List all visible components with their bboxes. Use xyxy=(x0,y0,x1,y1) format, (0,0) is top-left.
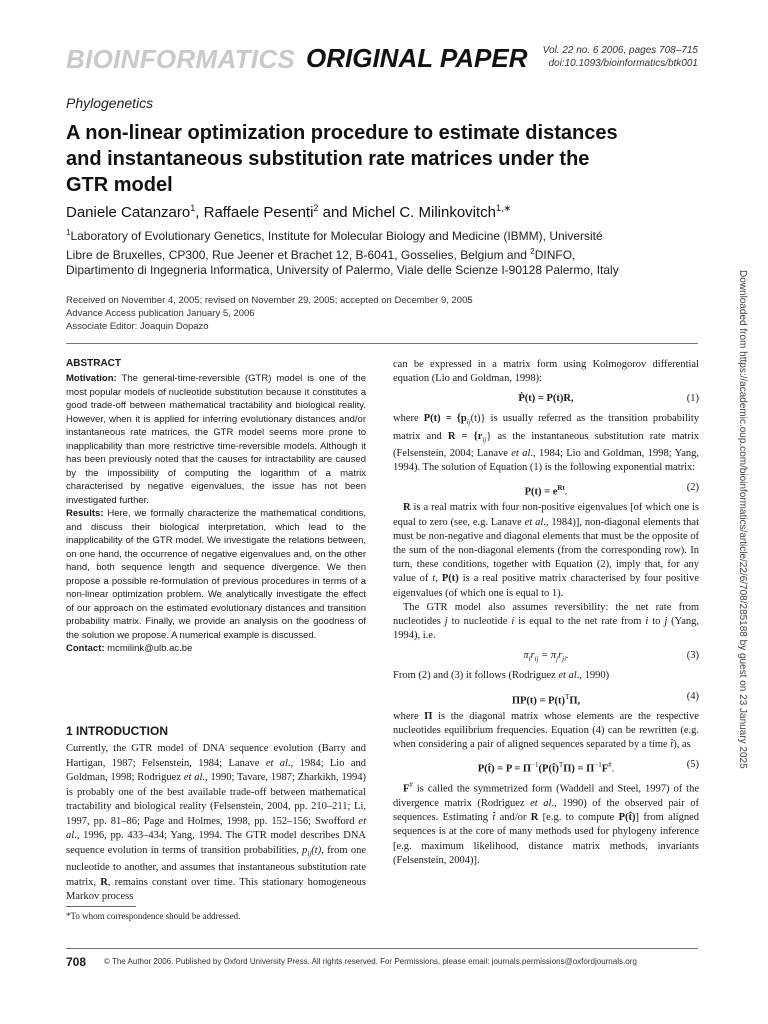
author-sep: and xyxy=(318,204,352,221)
header-divider xyxy=(66,343,698,344)
intro-run: Currently, the GTR model of DNA sequence evolution (Barry and Hartigan, 1987; Felsenstein, 1984; Lanave xyxy=(66,743,366,769)
section-label: Phylogenetics xyxy=(66,95,154,111)
math-p: p xyxy=(302,844,308,856)
results-label: Results: xyxy=(66,508,104,519)
math: Π xyxy=(424,710,433,722)
run: The GTR model also assumes reversibility: the net rate from nucleotides xyxy=(393,601,699,628)
run: is called the symmetrized form (Waddell and Steel, 1997) of the divergence matrix (Rodriguez xyxy=(393,783,699,809)
eq-sup: # xyxy=(608,761,612,770)
math-R: R xyxy=(530,812,539,824)
et-al: et al xyxy=(183,772,203,783)
run: From (2) and (3) it follows (Rodriguez xyxy=(393,670,559,682)
run: is a real matrix with four non-positive eigenvalues [of which one is equal to zero (see, e.g. Lanave xyxy=(393,502,699,528)
run: where xyxy=(393,710,425,722)
associate-editor: Associate Editor: Joaquin Dopazo xyxy=(66,321,209,332)
author-3: Michel C. Milinkovitch xyxy=(351,204,497,221)
eq-text: = π xyxy=(538,650,557,662)
equation-number: (3) xyxy=(686,650,699,662)
advance-access: Advance Access publication January 5, 2006 xyxy=(66,308,255,319)
equation-body xyxy=(393,649,699,666)
abstract-heading: ABSTRACT xyxy=(66,358,121,369)
intro-text xyxy=(66,742,366,905)
contact-label: Contact: xyxy=(66,643,105,654)
math-sub: ij xyxy=(307,849,312,858)
run: , xyxy=(435,573,442,585)
eq-text: Ṗ(t) = P(t)R, xyxy=(518,393,574,405)
run: to nucleotide xyxy=(447,616,512,628)
paragraph xyxy=(393,778,699,868)
footnote-rule xyxy=(66,906,136,907)
abstract-motivation xyxy=(66,372,366,507)
math-t: t̂ xyxy=(670,739,674,751)
equation-body xyxy=(393,392,699,406)
run: is equal to the net rate from xyxy=(514,616,646,628)
intro-run: ., 1984; Lio and Goldman, 1998; Rodriguez xyxy=(66,757,366,783)
author-sep: , xyxy=(195,204,204,221)
et-al: et al xyxy=(530,797,552,809)
math: P(t) xyxy=(441,573,459,585)
doi-line: doi:10.1093/bioinformatics/btk001 xyxy=(548,58,698,69)
motivation-text: The general-time-reversible (GTR) model is one of the most popular models of nucleotide substitution because it constitutes a good trade-off between mathematical tractability and biological reality. However, when it is applied for inferring evolutionary distances and/or instantaneous rate matrices, the GTR model seems more prone to inapplicability than more restrictive time-reversible models. Although it has been previously noted that the causes for intractability are caused by the impossibility of computing the logarithm of a matrix characterised by negative eigenvalues, the issue has not been investigated further. xyxy=(66,373,366,506)
eq-text: r xyxy=(558,650,563,662)
eq-text: ΠP(t) = P(t) xyxy=(511,695,566,707)
math-t: (t) xyxy=(311,844,322,856)
author-list xyxy=(66,203,511,221)
equation-body xyxy=(393,690,699,709)
affiliations xyxy=(66,225,626,278)
received-dates: Received on November 4, 2005; revised on November 29, 2005; accepted on December 9, 2005 xyxy=(66,295,473,306)
intro-run: , from one nucleotide to another, and assumes that instantaneous substitution rate matrix, xyxy=(66,844,366,888)
eq-text: . xyxy=(564,486,568,498)
equation-body xyxy=(393,481,699,500)
math-sub: ij xyxy=(466,418,471,427)
contact-email[interactable]: mcmilink@ulb.ac.be xyxy=(104,643,193,654)
paragraph: can be expressed in a matrix form using Kolmogorov differential equation (Lio and Goldman, 1998): xyxy=(393,359,699,385)
run: is a real positive matrix characterised by four positive eigenvalues (of which one is equal to 1). xyxy=(393,573,699,599)
et-al: et al xyxy=(265,757,288,769)
volume-info xyxy=(543,44,698,70)
abstract-contact xyxy=(66,642,366,656)
affil-1: Laboratory of Evolutionary Genetics, Institute for Molecular Biology and Medicine (IBMM), Université Libre de Bruxelles, CP300, Rue Jeener et Brachet 12, B-6041, Gosselies, Belgium and xyxy=(66,229,603,262)
eq-text: Π) = Π xyxy=(563,763,595,775)
footer-divider xyxy=(66,948,698,949)
equation-number: (4) xyxy=(686,690,699,702)
et-al: et al xyxy=(511,448,531,459)
equation-5 xyxy=(393,754,699,776)
eq-text: F xyxy=(601,763,609,775)
math-R: R xyxy=(403,502,411,514)
run: and/or xyxy=(495,812,531,824)
eq-sup: T xyxy=(565,692,570,701)
run: [e.g. to compute xyxy=(538,812,619,824)
math: F xyxy=(403,783,410,795)
run: ., 1990) xyxy=(576,670,610,682)
affil-2-marker: 2 xyxy=(530,247,535,256)
run: to xyxy=(648,616,665,628)
abstract-results xyxy=(66,507,366,642)
math: j xyxy=(664,616,668,628)
eq-text: . xyxy=(566,650,569,662)
equation-number: (5) xyxy=(686,759,699,771)
run: ., 1984; Lio and Goldman, 1998; Yang, 1994). The solution of Equation (1) is the following exponential matrix: xyxy=(393,448,699,474)
math-sub: ij xyxy=(482,435,487,444)
intro-run: , remains constant over time. This stationary homogeneous Markov process xyxy=(66,876,366,903)
paragraph xyxy=(393,501,699,600)
copyright-notice: © The Author 2006. Published by Oxford University Press. All rights reserved. For Permissions, please email: journals.permissions@oxfordjournals.org xyxy=(104,957,637,966)
abstract xyxy=(66,358,366,656)
publication-dates xyxy=(66,294,626,333)
paragraph xyxy=(393,710,699,753)
motivation-label: Motivation: xyxy=(66,373,117,384)
math: i xyxy=(511,616,515,628)
journal-name: BIOINFORMATICS xyxy=(66,44,296,74)
run: ., 1984)], non-diagonal elements that must be non-negative and diagonal elements that must be the opposite of the sum of the non-diagonal elements (from the corresponding row). In turn, these conditions, together with Equation (2), imply that, for any value of xyxy=(393,516,699,585)
footnote: *To whom correspondence should be addressed. xyxy=(66,911,241,921)
run: ., 1990) of the observed pair of sequences. Estimating xyxy=(393,797,699,824)
eq-sub: j xyxy=(556,655,559,664)
equation-3 xyxy=(393,645,699,667)
math-t: t xyxy=(432,573,436,585)
math-R: R xyxy=(100,876,108,888)
run: (Yang, 1994), i.e. xyxy=(393,616,699,642)
math: P(t̂) xyxy=(618,812,636,824)
eq-text: Π, xyxy=(569,695,581,707)
intro-run: ., 1996, pp. 433–434; Yang, 1994. The GTR model describes DNA sequence evolution in terms of transition probabilities, xyxy=(66,830,366,856)
page-number: 708 xyxy=(66,955,87,969)
volume-line: Vol. 22 no. 6 2006, pages 708–715 xyxy=(542,45,698,56)
author-2: Raffaele Pesenti xyxy=(203,204,314,221)
et-al: et al xyxy=(66,815,366,841)
run: ), as xyxy=(673,739,691,751)
et-al: et al xyxy=(524,516,544,528)
author-2-affil: 2 xyxy=(313,203,319,213)
eq-text: P(t) = e xyxy=(524,486,558,498)
author-1-affil: 1 xyxy=(190,203,196,213)
et-al: et al xyxy=(558,670,577,682)
eq-sub: ji xyxy=(562,655,567,664)
eq-text: r xyxy=(530,650,535,662)
run: is the diagonal matrix whose elements are the respective nucleotides equilibrium frequencies. Equation (4) can be rewritten (e.g. when considering a pair of aligned sequences separated by a time xyxy=(393,710,699,751)
math: j xyxy=(444,616,448,628)
intro-heading: 1 INTRODUCTION xyxy=(66,724,168,738)
math: (t)} is usually referred as the transition probability matrix and xyxy=(393,413,699,442)
right-column xyxy=(393,358,699,868)
eq-text: P(t̂) = P = Π xyxy=(477,763,532,775)
run: } as the instantaneous substitution rate matrix (Felsenstein, 2004; Lanave xyxy=(393,430,700,459)
math-sup: # xyxy=(409,781,413,790)
equation-body xyxy=(393,758,699,777)
eq-sub: ij xyxy=(534,655,539,664)
math: i xyxy=(645,616,649,628)
equation-number: (2) xyxy=(686,482,699,494)
eq-text: (P(t̂) xyxy=(538,763,559,775)
paragraph xyxy=(393,669,699,683)
paragraph xyxy=(393,601,699,644)
run: where xyxy=(393,413,424,425)
equation-2 xyxy=(393,477,699,499)
eq-text: π xyxy=(523,650,529,662)
paper-type: ORIGINAL PAPER xyxy=(306,43,528,73)
affil-1-marker: 1 xyxy=(66,228,71,237)
affil-2: DINFO, Dipartimento di Ingegneria Informatica, University of Palermo, Viale delle Scienze I-90128 Palermo, Italy xyxy=(66,248,619,277)
eq-sup: −1 xyxy=(594,761,602,770)
eq-sup: Rt xyxy=(557,484,565,493)
run: ] from aligned sequences is at the core of many methods used for phylogeny inference [e.g. maximum likelihood, distance matrix methods, invariants (Felsenstein, 2004)]. xyxy=(393,812,700,866)
equation-4 xyxy=(393,686,699,708)
eq-sub: i xyxy=(528,655,531,664)
math-t: t̂ xyxy=(492,812,496,824)
equation-number: (1) xyxy=(686,393,699,405)
math: R = {r xyxy=(447,430,483,442)
eq-sup: T xyxy=(558,761,564,770)
results-text: Here, we formally characterize the mathematical conditions, and discuss their biological interpretation, which lead to the inapplicability of the GTR model. We investigate the relations between, on one hand, the occurrence of negative eigenvalues and, on the other hand, both sequence length and sequence divergence. We then propose a possible re-formulation of previous procedures in terms of a non-linear optimization problem. We analytically investigate the effect of our approach on the estimated evolutionary distances and transition probability matrix. Finally, we provide an analysis on the goodness of the solution we propose. A numerical example is discussed. xyxy=(66,508,366,641)
eq-sup: −1 xyxy=(531,761,539,770)
intro-run: ., 1990; Tavare, 1987; Zharkikh, 1994) is probably one of the best available trade-off between mathematical tractability and biological reality (Felsenstein, 2004, pp. 210–211; Li, 1997, pp. 81–86; Page and Holmes, 1998, pp. 152–156; Swofford xyxy=(66,772,366,827)
author-1: Daniele Catanzaro xyxy=(66,204,191,221)
download-note[interactable]: Downloaded from https://academic.oup.com/bioinformatics/article/22/6/708/285188 by guest on 23 January 2025 xyxy=(737,270,748,769)
equation-1 xyxy=(393,388,699,410)
math: P(t) = {p xyxy=(423,413,467,425)
paper-title: A non-linear optimization procedure to estimate distances and instantaneous substitution rate matrices under the GTR model xyxy=(66,122,618,196)
eq-text: . xyxy=(611,763,615,775)
paragraph xyxy=(393,412,699,475)
author-3-affil: 1,∗ xyxy=(496,203,512,213)
